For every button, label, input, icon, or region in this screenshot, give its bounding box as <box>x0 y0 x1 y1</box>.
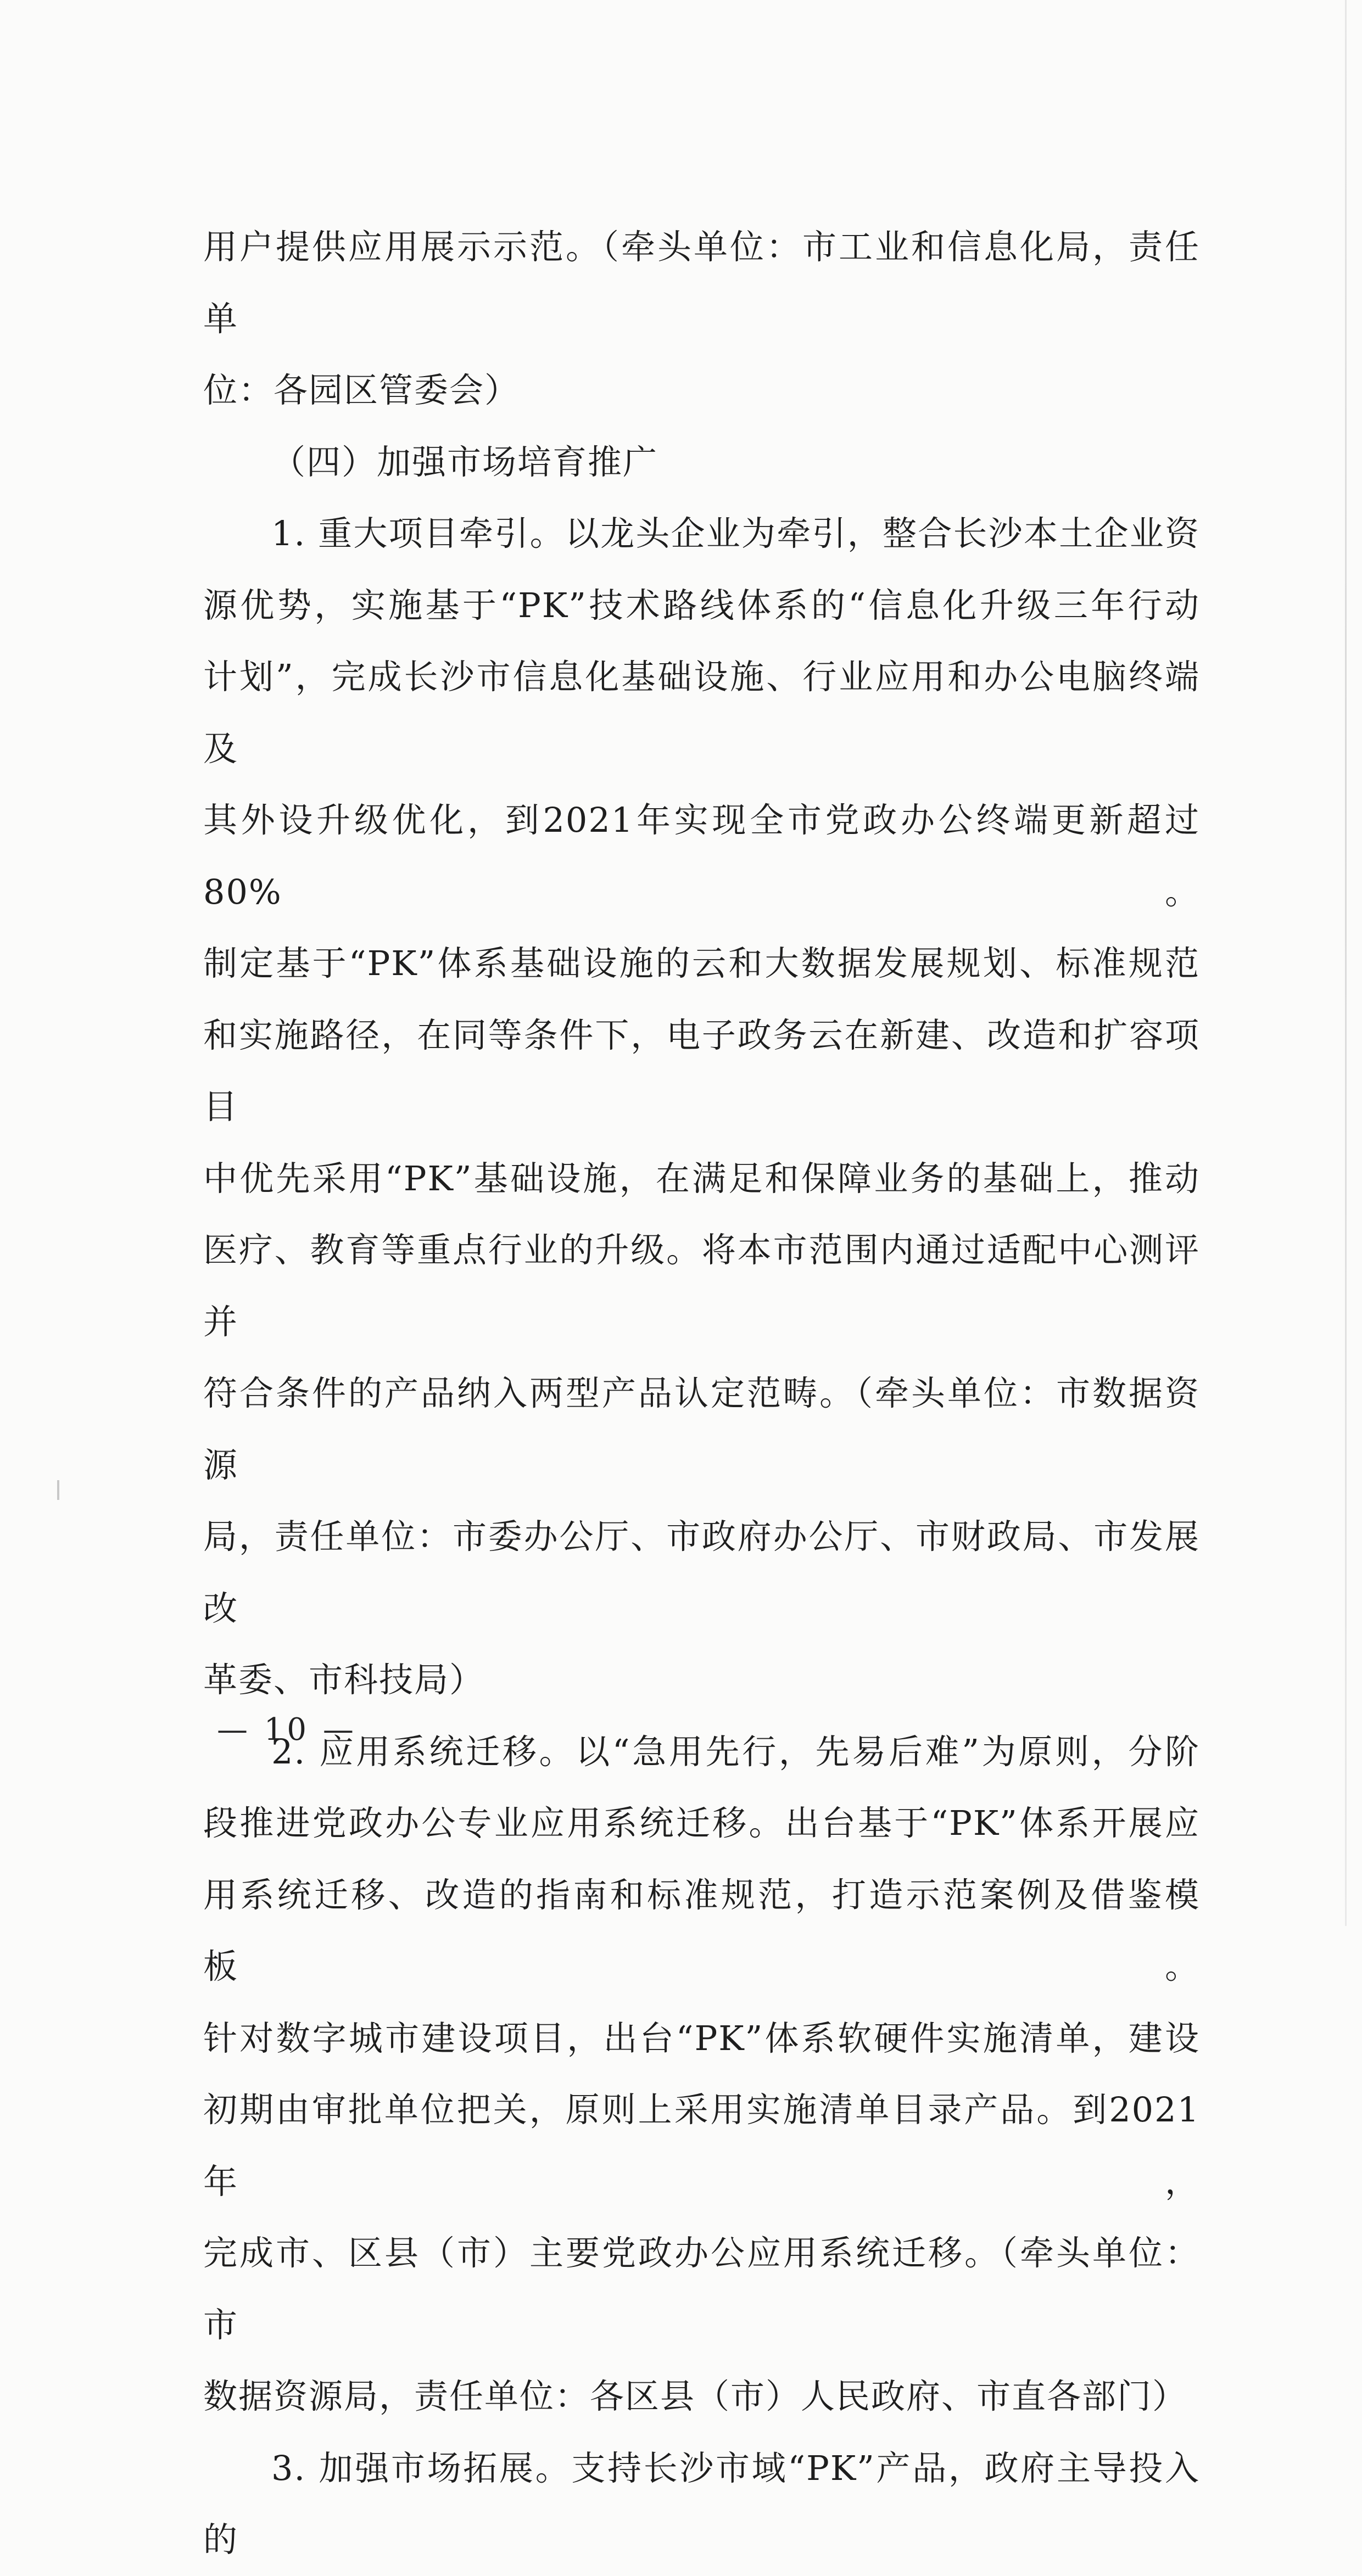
scan-mark <box>57 1480 59 1500</box>
paragraph-line: 和实施路径，在同等条件下，电子政务云在新建、改造和扩容项目 <box>203 1015 1200 1127</box>
paragraph-line: 初期由审批单位把关，原则上采用实施清单目录产品。到2021年， <box>203 2090 1200 2202</box>
paragraph-line: 局，责任单位：市委办公厅、市政府办公厅、市财政局、市发展改 <box>203 1516 1200 1628</box>
paragraph-line: 2. 应用系统迁移。以“急用先行，先易后难”为原则，分阶 <box>271 1731 1200 1772</box>
paragraph-line: 用户提供应用展示示范。（牵头单位：市工业和信息化局，责任单 <box>203 227 1200 339</box>
paragraph-line: 中优先采用“PK”基础设施，在满足和保障业务的基础上，推动 <box>203 1158 1200 1199</box>
document-body <box>203 211 1200 2576</box>
paragraph-line: 数据资源局，责任单位：各区县（市）人民政府、市直各部门） <box>203 2376 1188 2416</box>
paragraph-line: 计划”，完成长沙市信息化基础设施、行业应用和办公电脑终端及 <box>203 657 1200 769</box>
paragraph-line: 3. 加强市场拓展。支持长沙市域“PK”产品，政府主导投入的 <box>203 2448 1200 2560</box>
paragraph-line: 源优势，实施基于“PK”技术路线体系的“信息化升级三年行动 <box>203 585 1200 625</box>
paragraph-line: 制定基于“PK”体系基础设施的云和大数据发展规划、标准规范 <box>203 943 1200 983</box>
paragraph-line: 用系统迁移、改造的指南和标准规范，打造示范案例及借鉴模板。 <box>203 1874 1200 1986</box>
section-heading: （四）加强市场培育推广 <box>271 441 658 482</box>
paragraph-line: 医疗、教育等重点行业的升级。将本市范围内通过适配中心测评并 <box>203 1230 1200 1342</box>
paragraph-line: 符合条件的产品纳入两型产品认定范畴。（牵头单位：市数据资源 <box>203 1373 1200 1485</box>
paragraph-line: 段推进党政办公专业应用系统迁移。出台基于“PK”体系开展应 <box>203 1803 1200 1843</box>
page-number: — 10 — <box>217 1712 357 1748</box>
paragraph-line: 其外设升级优化，到2021年实现全市党政办公终端更新超过80%。 <box>203 800 1200 912</box>
paragraph-line: 完成市、区县（市）主要党政办公应用系统迁移。（牵头单位：市 <box>203 2233 1200 2345</box>
scan-edge-line <box>1345 0 1347 1926</box>
paragraph-line: 针对数字城市建设项目，出台“PK”体系软硬件实施清单，建设 <box>203 2018 1200 2058</box>
paragraph-line: 革委、市科技局） <box>203 1660 485 1700</box>
paragraph-line: 1. 重大项目牵引。以龙头企业为牵引，整合长沙本土企业资 <box>271 513 1200 553</box>
paragraph-line: 位：各园区管委会） <box>203 370 520 410</box>
